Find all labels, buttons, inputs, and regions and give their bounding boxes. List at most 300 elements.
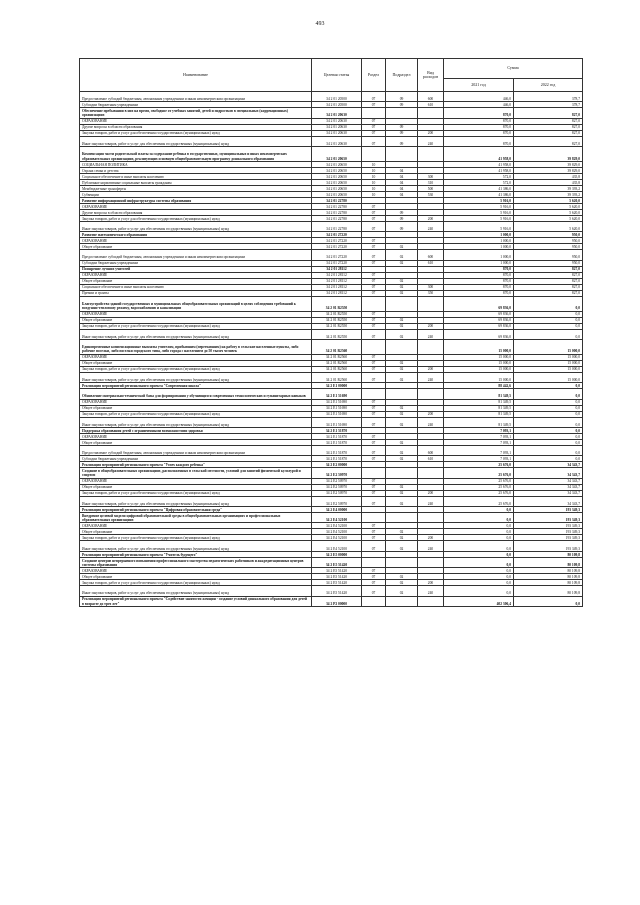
- row-name: Иные закупки товаров, работ и услуг для обеспечения государственных (муниципальных) нужд: [80, 221, 312, 231]
- row-section: 07: [362, 329, 386, 339]
- row-section: [362, 468, 386, 478]
- row-value-2021: 0,0: [444, 568, 514, 574]
- row-code: 34 2 01 27220: [312, 232, 362, 238]
- table-row: [80, 513, 583, 523]
- row-subsection: 04: [386, 173, 418, 179]
- table-row: [80, 130, 583, 136]
- row-expense-type: [418, 513, 444, 523]
- row-value-2022: 950,0: [514, 238, 583, 244]
- row-subsection: 02: [386, 529, 418, 535]
- row-code: 34 2 E1 51690: [312, 405, 362, 411]
- row-value-2021: 69 836,0: [444, 296, 514, 311]
- row-section: 07: [362, 260, 386, 266]
- row-name: Социальное обеспечение и иные выплаты населению: [80, 173, 312, 179]
- row-value-2021: 15 000,0: [444, 366, 514, 372]
- row-value-2021: 870,0: [444, 284, 514, 290]
- row-expense-type: 240: [418, 496, 444, 506]
- row-code: 34 2 01 R2550: [312, 329, 362, 339]
- header-year-2021: 2021 год: [444, 78, 514, 91]
- row-section: [362, 389, 386, 399]
- table-row: [80, 445, 583, 455]
- row-name: Поддержка образования детей с ограниченными возможностями здоровья: [80, 427, 312, 433]
- table-row: [80, 250, 583, 260]
- row-expense-type: 240: [418, 221, 444, 231]
- table-row: [80, 411, 583, 417]
- row-subsection: 02: [386, 411, 418, 417]
- row-value-2021: 870,0: [444, 136, 514, 146]
- row-code: 34 2 01 R2560: [312, 360, 362, 366]
- row-section: 07: [362, 102, 386, 108]
- row-code: 34 2 E5 51420: [312, 568, 362, 574]
- row-expense-type: 200: [418, 323, 444, 329]
- row-subsection: [386, 296, 418, 311]
- row-code: 34 2 01 R2560: [312, 354, 362, 360]
- row-subsection: 02: [386, 278, 418, 284]
- row-value-2022: 34 343,7: [514, 468, 583, 478]
- row-name: Премии и гранты: [80, 290, 312, 296]
- row-subsection: 02: [386, 535, 418, 541]
- table-row: [80, 323, 583, 329]
- row-value-2022: 0,0: [514, 317, 583, 323]
- row-code: 34 2 E2 00000: [312, 462, 362, 468]
- row-code: 34 2 E1 51870: [312, 439, 362, 445]
- header-sum: Сумма: [444, 59, 583, 79]
- row-value-2021: 7 093,1: [444, 427, 514, 433]
- row-expense-type: 240: [418, 372, 444, 382]
- row-name: Субсидии бюджетным учреждениям: [80, 456, 312, 462]
- row-section: 10: [362, 161, 386, 167]
- row-value-2021: 0,0: [444, 507, 514, 513]
- row-value-2021: 7 093,1: [444, 456, 514, 462]
- row-value-2022: 193 349,3: [514, 535, 583, 541]
- row-name: Благоустройство зданий государственных и муниципальных общеобразовательных организаций в целях соблюдения требований к воздушно-тепловому режиму, водоснабжению и канализации: [80, 296, 312, 311]
- row-subsection: 02: [386, 284, 418, 290]
- row-section: 07: [362, 317, 386, 323]
- row-code: 34 2 E1 51690: [312, 411, 362, 417]
- header-subsection: Подраздел: [386, 59, 418, 92]
- row-value-2022: 34 343,7: [514, 490, 583, 496]
- row-code: 34 2 E5 51420: [312, 557, 362, 567]
- row-expense-type: [418, 389, 444, 399]
- row-section: 07: [362, 92, 386, 102]
- row-code: 34 2 01 20650: [312, 147, 362, 162]
- row-value-2022: 827,0: [514, 290, 583, 296]
- row-value-2021: 5 916,0: [444, 221, 514, 231]
- row-name: СОЦИАЛЬНАЯ ПОЛИТИКА: [80, 161, 312, 167]
- row-value-2022: 827,0: [514, 124, 583, 130]
- row-expense-type: 600: [418, 250, 444, 260]
- row-section: 07: [362, 574, 386, 580]
- row-value-2021: 0,0: [444, 580, 514, 586]
- row-value-2022: 5 620,0: [514, 203, 583, 209]
- row-name: Другие вопросы в области образования: [80, 124, 312, 130]
- row-subsection: [386, 339, 418, 354]
- row-value-2022: 39 829,0: [514, 147, 583, 162]
- row-value-2021: 446,0: [444, 102, 514, 108]
- row-subsection: 09: [386, 102, 418, 108]
- row-code: 34 2 E2 50970: [312, 496, 362, 506]
- row-name: Иные закупки товаров, работ и услуг для обеспечения государственных (муниципальных) нужд: [80, 417, 312, 427]
- row-value-2022: 0,0: [514, 389, 583, 399]
- row-code: 34 2 01 27220: [312, 244, 362, 250]
- row-section: 07: [362, 417, 386, 427]
- row-section: 07: [362, 244, 386, 250]
- row-section: 07: [362, 136, 386, 146]
- row-name: Единовременные компенсационные выплаты учителям, прибывшим (переехавшим) на работу в сельские населенные пункты, либо рабочие поселки, либо поселки городского типа, либо города с населением до 50 тысяч человек: [80, 339, 312, 354]
- row-value-2022: 80 109,8: [514, 557, 583, 567]
- row-code: 34 2 01 R2550: [312, 317, 362, 323]
- row-value-2022: 950,0: [514, 260, 583, 266]
- row-section: 07: [362, 411, 386, 417]
- row-name: Общее образование: [80, 574, 312, 580]
- row-value-2021: 81 349,5: [444, 417, 514, 427]
- row-name: Охрана семьи и детства: [80, 167, 312, 173]
- row-value-2021: 88 442,6: [444, 383, 514, 389]
- row-subsection: 02: [386, 456, 418, 462]
- table-row: [80, 462, 583, 468]
- row-name: Закупка товаров, работ и услуг для обеспечения государственных (муниципальных) нужд: [80, 215, 312, 221]
- row-expense-type: 610: [418, 260, 444, 266]
- row-name: Предоставление субсидий бюджетным, автономным учреждениям и иным некоммерческим организациям: [80, 92, 312, 102]
- table-row: [80, 496, 583, 506]
- row-subsection: 09: [386, 215, 418, 221]
- row-name: Внедрение целевой модели цифровой образовательной среды в общеобразовательных организациях и профессиональных образовательных организациях: [80, 513, 312, 523]
- row-section: 07: [362, 311, 386, 317]
- row-expense-type: 240: [418, 541, 444, 551]
- row-value-2022: 378,7: [514, 102, 583, 108]
- row-section: 07: [362, 541, 386, 551]
- row-name: Предоставление субсидий бюджетным, автономным учреждениям и иным некоммерческим организациям: [80, 250, 312, 260]
- row-subsection: 04: [386, 185, 418, 191]
- row-code: 34 2 01 27220: [312, 260, 362, 266]
- row-value-2022: 0,0: [514, 445, 583, 455]
- row-value-2022: 5 620,0: [514, 197, 583, 203]
- row-section: [362, 339, 386, 354]
- row-subsection: [386, 557, 418, 567]
- table-row: [80, 586, 583, 596]
- row-section: 07: [362, 130, 386, 136]
- row-value-2021: 870,0: [444, 108, 514, 118]
- row-expense-type: 240: [418, 586, 444, 596]
- row-name: Реализация мероприятий регионального проекта "Содействие занятости женщин - создание условий дошкольного образования для детей в возрасте до трех лет": [80, 596, 312, 606]
- row-value-2022: 827,0: [514, 108, 583, 118]
- row-value-2021: 1 000,0: [444, 260, 514, 266]
- row-subsection: [386, 147, 418, 162]
- row-value-2021: 1 000,0: [444, 244, 514, 250]
- row-name: ОБРАЗОВАНИЕ: [80, 433, 312, 439]
- row-value-2021: 81 349,5: [444, 411, 514, 417]
- row-name: Реализация мероприятий регионального проекта "Современная школа": [80, 383, 312, 389]
- row-value-2021: 870,0: [444, 130, 514, 136]
- row-value-2021: 0,0: [444, 535, 514, 541]
- row-value-2022: 0,0: [514, 311, 583, 317]
- row-subsection: 02: [386, 360, 418, 366]
- row-value-2021: 0,0: [444, 513, 514, 523]
- row-subsection: 02: [386, 541, 418, 551]
- row-code: 34 2 E1 51870: [312, 433, 362, 439]
- row-value-2021: 5 916,0: [444, 197, 514, 203]
- table-row: [80, 541, 583, 551]
- row-expense-type: [418, 468, 444, 478]
- row-name: Общее образование: [80, 278, 312, 284]
- row-subsection: [386, 389, 418, 399]
- row-value-2022: 39 393,2: [514, 191, 583, 197]
- row-value-2022: 435,8: [514, 179, 583, 185]
- row-value-2022: 193 349,3: [514, 513, 583, 523]
- row-expense-type: 300: [418, 284, 444, 290]
- table-row: [80, 551, 583, 557]
- row-expense-type: 200: [418, 535, 444, 541]
- row-value-2021: 572,0: [444, 173, 514, 179]
- row-code: 34 2 E2 50970: [312, 484, 362, 490]
- row-value-2022: 378,7: [514, 92, 583, 102]
- row-name: Закупка товаров, работ и услуг для обеспечения государственных (муниципальных) нужд: [80, 535, 312, 541]
- row-value-2021: 7 093,1: [444, 445, 514, 455]
- row-name: ОБРАЗОВАНИЕ: [80, 272, 312, 278]
- row-code: 34 2 E5 51420: [312, 574, 362, 580]
- row-code: 34 2 E4 52100: [312, 535, 362, 541]
- row-expense-type: 240: [418, 329, 444, 339]
- row-value-2022: 15 000,0: [514, 372, 583, 382]
- row-value-2021: 5 916,0: [444, 203, 514, 209]
- row-value-2022: 39 393,2: [514, 185, 583, 191]
- row-name: Иные закупки товаров, работ и услуг для обеспечения государственных (муниципальных) нужд: [80, 496, 312, 506]
- row-code: 34 2 E4 00000: [312, 507, 362, 513]
- row-name: ОБРАЗОВАНИЕ: [80, 478, 312, 484]
- row-section: 07: [362, 278, 386, 284]
- row-code: 34 2 E4 52100: [312, 529, 362, 535]
- row-subsection: 02: [386, 580, 418, 586]
- table-row: [80, 296, 583, 311]
- row-subsection: 09: [386, 136, 418, 146]
- row-expense-type: [418, 147, 444, 162]
- table-row: [80, 92, 583, 102]
- row-subsection: [386, 468, 418, 478]
- row-value-2021: 41 958,0: [444, 161, 514, 167]
- row-name: ОБРАЗОВАНИЕ: [80, 354, 312, 360]
- row-name: Закупка товаров, работ и услуг для обеспечения государственных (муниципальных) нужд: [80, 411, 312, 417]
- table-row: [80, 383, 583, 389]
- row-value-2022: 950,0: [514, 232, 583, 238]
- row-name: Закупка товаров, работ и услуг для обеспечения государственных (муниципальных) нужд: [80, 130, 312, 136]
- row-value-2022: 15 000,0: [514, 354, 583, 360]
- table-row: [80, 468, 583, 478]
- row-value-2021: 41 386,0: [444, 185, 514, 191]
- row-section: 07: [362, 118, 386, 124]
- row-code: 34 2 01 20630: [312, 136, 362, 146]
- row-value-2022: 80 109,8: [514, 574, 583, 580]
- row-code: 34 2 E1 51690: [312, 389, 362, 399]
- row-value-2022: 435,8: [514, 173, 583, 179]
- row-value-2022: 80 109,8: [514, 580, 583, 586]
- row-value-2022: 193 349,3: [514, 529, 583, 535]
- row-value-2022: 80 109,8: [514, 586, 583, 596]
- row-section: 07: [362, 529, 386, 535]
- row-section: 10: [362, 167, 386, 173]
- row-code: 34 2 01 20650: [312, 161, 362, 167]
- table-row: [80, 173, 583, 179]
- row-value-2021: 0,0: [444, 574, 514, 580]
- row-subsection: 02: [386, 329, 418, 339]
- row-subsection: 09: [386, 124, 418, 130]
- row-value-2022: 80 109,8: [514, 568, 583, 574]
- row-value-2021: 0,0: [444, 557, 514, 567]
- row-value-2021: 41 958,0: [444, 167, 514, 173]
- row-value-2021: 41 958,0: [444, 147, 514, 162]
- row-name: Публичные нормативные социальные выплаты гражданам: [80, 179, 312, 185]
- table-row: [80, 596, 583, 606]
- row-code: 34 2 01 20630: [312, 118, 362, 124]
- row-section: 07: [362, 535, 386, 541]
- row-name: Предоставление субсидий бюджетным, автономным учреждениям и иным некоммерческим организациям: [80, 445, 312, 455]
- row-value-2022: 34 343,7: [514, 478, 583, 484]
- table-row: [80, 580, 583, 586]
- row-name: Реализация мероприятий регионального проекта "Цифровая образовательная среда": [80, 507, 312, 513]
- row-code: 34 2 01 20630: [312, 130, 362, 136]
- row-value-2021: 446,0: [444, 92, 514, 102]
- row-subsection: 02: [386, 417, 418, 427]
- row-code: 34 2 E5 51420: [312, 580, 362, 586]
- row-section: 07: [362, 323, 386, 329]
- row-name: Иные закупки товаров, работ и услуг для обеспечения государственных (муниципальных) нужд: [80, 329, 312, 339]
- table-row: [80, 329, 583, 339]
- row-code: 34 2 01 28112: [312, 266, 362, 272]
- row-value-2021: 69 836,0: [444, 311, 514, 317]
- row-value-2021: 7 093,1: [444, 439, 514, 445]
- row-value-2021: 41 386,0: [444, 191, 514, 197]
- row-subsection: 02: [386, 445, 418, 455]
- row-subsection: 02: [386, 244, 418, 250]
- row-expense-type: 500: [418, 185, 444, 191]
- row-name: Межбюджетные трансферты: [80, 185, 312, 191]
- row-section: [362, 557, 386, 567]
- row-section: [362, 296, 386, 311]
- row-name: ОБРАЗОВАНИЕ: [80, 568, 312, 574]
- page-number: 493: [315, 21, 325, 27]
- row-section: [362, 147, 386, 162]
- row-subsection: [386, 513, 418, 523]
- table-row: [80, 366, 583, 372]
- row-name: ОБРАЗОВАНИЕ: [80, 118, 312, 124]
- row-code: 34 2 E2 50970: [312, 468, 362, 478]
- budget-table: [79, 58, 583, 607]
- row-code: 34 2 E1 51870: [312, 445, 362, 455]
- table-row: [80, 417, 583, 427]
- row-expense-type: 200: [418, 580, 444, 586]
- row-subsection: 02: [386, 290, 418, 296]
- row-subsection: 02: [386, 405, 418, 411]
- row-value-2022: 827,0: [514, 272, 583, 278]
- row-section: 07: [362, 366, 386, 372]
- row-name: Реализация мероприятий регионального проекта "Учитель будущего": [80, 551, 312, 557]
- row-value-2021: 81 349,5: [444, 405, 514, 411]
- row-name: Общее образование: [80, 405, 312, 411]
- row-subsection: 02: [386, 484, 418, 490]
- row-code: 34 2 01 22780: [312, 203, 362, 209]
- row-section: 07: [362, 580, 386, 586]
- row-name: Общее образование: [80, 244, 312, 250]
- row-subsection: 02: [386, 323, 418, 329]
- row-value-2021: 25 676,0: [444, 496, 514, 506]
- row-value-2022: 0,0: [514, 411, 583, 417]
- row-name: Создание центров непрерывного повышения профессионального мастерства педагогических работников и аккредитационных центров системы образования: [80, 557, 312, 567]
- row-expense-type: 600: [418, 445, 444, 455]
- row-subsection: 02: [386, 496, 418, 506]
- table-row: [80, 389, 583, 399]
- row-name: Обеспечение пребывания в них на время, свободное от учебных занятий, детей и подростков в специальных (коррекционных) организациях: [80, 108, 312, 118]
- row-section: 07: [362, 221, 386, 231]
- row-expense-type: 350: [418, 290, 444, 296]
- row-subsection: [386, 108, 418, 118]
- row-subsection: 04: [386, 167, 418, 173]
- row-expense-type: [418, 557, 444, 567]
- row-name: Развитие информационной инфраструктуры системы образования: [80, 197, 312, 203]
- row-subsection: 04: [386, 179, 418, 185]
- row-value-2022: 15 000,0: [514, 339, 583, 354]
- table-row: [80, 197, 583, 203]
- table-row: [80, 490, 583, 496]
- table-row: [80, 557, 583, 567]
- row-value-2022: 193 349,3: [514, 507, 583, 513]
- row-section: 07: [362, 490, 386, 496]
- row-name: Компенсация части родительской платы за содержание ребенка в государственных, муниципальных и иных некоммерческих образовательных организациях, реализующих основную общеобразовательную программу дошкольного образования: [80, 147, 312, 162]
- row-name: ОБРАЗОВАНИЕ: [80, 311, 312, 317]
- row-name: Иные закупки товаров, работ и услуг для обеспечения государственных (муниципальных) нужд: [80, 372, 312, 382]
- row-section: 07: [362, 445, 386, 455]
- row-value-2021: 870,0: [444, 266, 514, 272]
- row-value-2021: 5 916,0: [444, 215, 514, 221]
- header-year-2022: 2022 год: [514, 78, 583, 91]
- row-code: 34 2 01 22780: [312, 215, 362, 221]
- row-expense-type: 600: [418, 92, 444, 102]
- row-subsection: 02: [386, 366, 418, 372]
- row-expense-type: [418, 339, 444, 354]
- row-subsection: 02: [386, 586, 418, 596]
- row-expense-type: 610: [418, 456, 444, 462]
- table-row: [80, 535, 583, 541]
- row-section: 07: [362, 290, 386, 296]
- row-expense-type: 310: [418, 179, 444, 185]
- header-code: Целевая статья: [312, 59, 362, 92]
- row-expense-type: 240: [418, 136, 444, 146]
- row-section: 07: [362, 203, 386, 209]
- row-section: [362, 108, 386, 118]
- row-code: 34 2 01 20650: [312, 185, 362, 191]
- row-code: 34 2 01 28112: [312, 284, 362, 290]
- row-value-2021: 0,0: [444, 551, 514, 557]
- row-code: 34 2 01 R2550: [312, 323, 362, 329]
- row-code: 34 2 01 20500: [312, 102, 362, 108]
- row-value-2021: 0,0: [444, 529, 514, 535]
- row-section: 07: [362, 586, 386, 596]
- row-code: 34 2 01 28112: [312, 290, 362, 296]
- row-subsection: 09: [386, 130, 418, 136]
- row-code: 34 2 01 27220: [312, 238, 362, 244]
- row-section: 10: [362, 179, 386, 185]
- row-value-2022: 827,0: [514, 278, 583, 284]
- row-value-2021: 0,0: [444, 586, 514, 596]
- row-value-2022: 5 620,0: [514, 215, 583, 221]
- row-name: Иные закупки товаров, работ и услуг для обеспечения государственных (муниципальных) нужд: [80, 586, 312, 596]
- row-name: Закупка товаров, работ и услуг для обеспечения государственных (муниципальных) нужд: [80, 366, 312, 372]
- row-value-2021: 69 836,0: [444, 329, 514, 339]
- row-code: 34 2 01 20630: [312, 124, 362, 130]
- header-section: Раздел: [362, 59, 386, 92]
- row-value-2021: 15 000,0: [444, 360, 514, 366]
- row-value-2021: 25 676,0: [444, 468, 514, 478]
- row-code: 34 2 01 22780: [312, 221, 362, 231]
- row-section: 07: [362, 372, 386, 382]
